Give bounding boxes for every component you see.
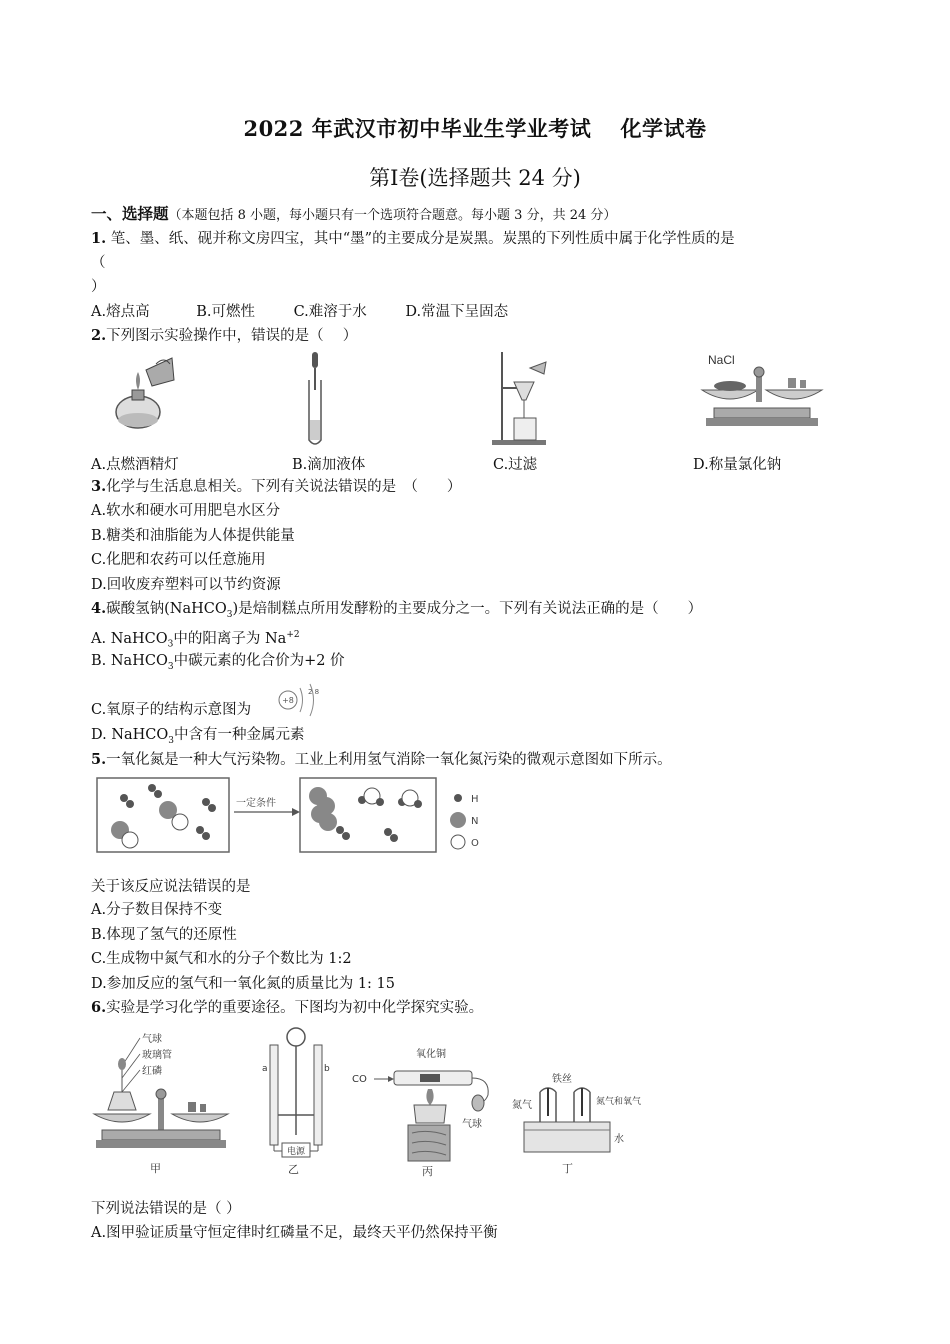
figure-label-ding: 丁 [562,1162,573,1175]
legend-h: H [471,794,479,805]
q4-number: 4. [91,600,107,617]
q6-stem [91,998,483,1018]
reaction-micro-diagram [96,774,496,856]
figure-label-bing: 丙 [422,1165,433,1178]
jia-label-balloon: 气球 [142,1034,162,1045]
q2-option-d: D.称量氯化钠 [693,457,782,473]
q1-option-d: D.常温下呈固态 [405,304,509,320]
exam-title: 2022 年武汉市初中毕业生学业考试 化学试卷 [243,116,707,141]
ding-wire-label: 铁丝 [552,1074,572,1085]
q3-option-a: A.软水和硬水可用肥皂水区分 [91,503,281,519]
q1-text: 笔、墨、纸、砚并称文房四宝，其中“墨”的主要成分是炭黑。炭黑的下列性质中属于化学性质的是 [106,231,735,247]
q4-text-sub: 3 [226,609,233,620]
q5-option-d: D.参加反应的氢气和一氧化氮的质量比为 1: 15 [91,976,395,992]
bing-co-label: CO [352,1074,367,1085]
q2-text: 下列图示实验操作中，错误的是（ ） [106,328,358,344]
q1-paren-close: ） [91,279,106,295]
alcohol-lamp-figure [100,350,180,435]
q5-follow: 关于该反应说法错误的是 [91,879,251,895]
yi-power-label: 电源 [286,1147,306,1157]
q4-text-pre: 碳酸氢钠(NaHCO [106,601,227,617]
q5-stem [91,750,672,770]
paper-section-title: 第Ⅰ卷(选择题共 24 分) [369,166,581,190]
q4-option-d [91,725,305,751]
jia-label-phosphorus: 红磷 [142,1066,162,1077]
q1-paren-open: （ [91,255,106,271]
yi-label-b: b [324,1064,330,1074]
legend-n: N [471,816,479,827]
q6-follow: 下列说法错误的是（ ） [91,1201,241,1217]
q3-text: 化学与生活息息相关。下列有关说法错误的是 （ ） [106,479,462,495]
figure-label-jia: 甲 [150,1162,161,1175]
q2-option-c: C.过滤 [493,457,538,473]
q4-d-post: 中含有一种金属元素 [174,727,305,743]
figure-yi-electrolysis [256,1025,336,1180]
q1-option-c: C.难溶于水 [293,304,367,320]
ding-mix-label: 氮气和氧气 [596,1097,642,1107]
section-heading [91,204,616,226]
q4-b-sub: 3 [167,661,174,672]
q1-options [91,302,508,322]
bing-cuo-label: 氧化铜 [416,1049,446,1060]
q6-number: 6. [91,999,107,1016]
q4-b-post: 中碳元素的化合价为+2 价 [173,653,345,669]
yi-label-a: a [262,1064,268,1074]
q2-option-a: A.点燃酒精灯 [91,457,179,473]
q3-stem [91,477,461,497]
q5-number: 5. [91,751,107,768]
figure-label-yi: 乙 [288,1163,299,1176]
ding-n2-label: 氮气 [512,1100,532,1111]
balance-figure [700,350,825,435]
oxygen-atom-diagram [274,680,324,720]
figure-jia-balance [92,1030,232,1180]
legend-o: O [471,838,479,849]
q3-option-b: B.糖类和油脂能为人体提供能量 [91,528,295,544]
q2-stem [91,326,357,346]
figure-ding-iron-rust [510,1070,642,1180]
q5-option-b: B.体现了氢气的还原性 [91,927,237,943]
q4-a-pre: A. NaHCO [91,630,168,647]
section-title: 一、选择题 [91,204,169,223]
dropper-figure [300,350,330,450]
q1-option-a: A.熔点高 [91,304,150,320]
atom-nucleus-label: +8 [282,696,294,705]
q1-option-b: B.可燃性 [196,304,255,320]
atom-shells-label: 2 8 [308,688,320,696]
q4-text-post: )是焙制糕点所用发酵粉的主要成分之一。下列有关说法正确的是（ ） [232,601,703,617]
q5-text: 一氧化氮是一种大气污染物。工业上利用氢气消除一氧化氮污染的微观示意图如下所示。 [106,752,672,768]
q5-option-a: A.分子数目保持不变 [91,902,223,918]
q4-a-post: 中的阳离子为 Na [173,630,287,647]
bing-balloon-label: 气球 [462,1119,482,1130]
q4-a-sup: +2 [286,630,300,640]
q2-number: 2. [91,327,107,344]
q4-b-pre: B. NaHCO [91,653,168,669]
section-note: （本题包括 8 小题，每小题只有一个选项符合题意。每小题 3 分，共 24 分） [168,208,617,223]
q4-stem [91,599,702,625]
jia-label-tube: 玻璃管 [142,1050,172,1061]
q4-d-sub: 3 [168,735,175,746]
q6-text: 实验是学习化学的重要途径。下图均为初中化学探究实验。 [106,1000,484,1016]
q5-option-c: C.生成物中氮气和水的分子个数比为 1:2 [91,951,352,967]
q6-option-a: A.图甲验证质量守恒定律时红磷量不足，最终天平仍然保持平衡 [91,1225,498,1241]
filtration-figure [490,348,550,448]
q4-option-c: C.氧原子的结构示意图为 [91,702,252,718]
nacl-label: NaCl [708,353,735,367]
q3-option-c: C.化肥和农药可以任意施用 [91,552,266,568]
q4-a-sub: 3 [167,639,174,650]
figure-bing-reduction [352,1045,497,1180]
reaction-condition: 一定条件 [236,798,276,809]
ding-water-label: 水 [614,1134,624,1145]
q4-d-pre: D. NaHCO [91,727,169,743]
q1-number: 1. [91,230,107,247]
q3-number: 3. [91,478,107,495]
q3-option-d: D.回收废弃塑料可以节约资源 [91,577,281,593]
q4-option-b [91,651,345,677]
q1-stem [91,229,735,249]
q2-option-b: B.滴加液体 [292,457,366,473]
